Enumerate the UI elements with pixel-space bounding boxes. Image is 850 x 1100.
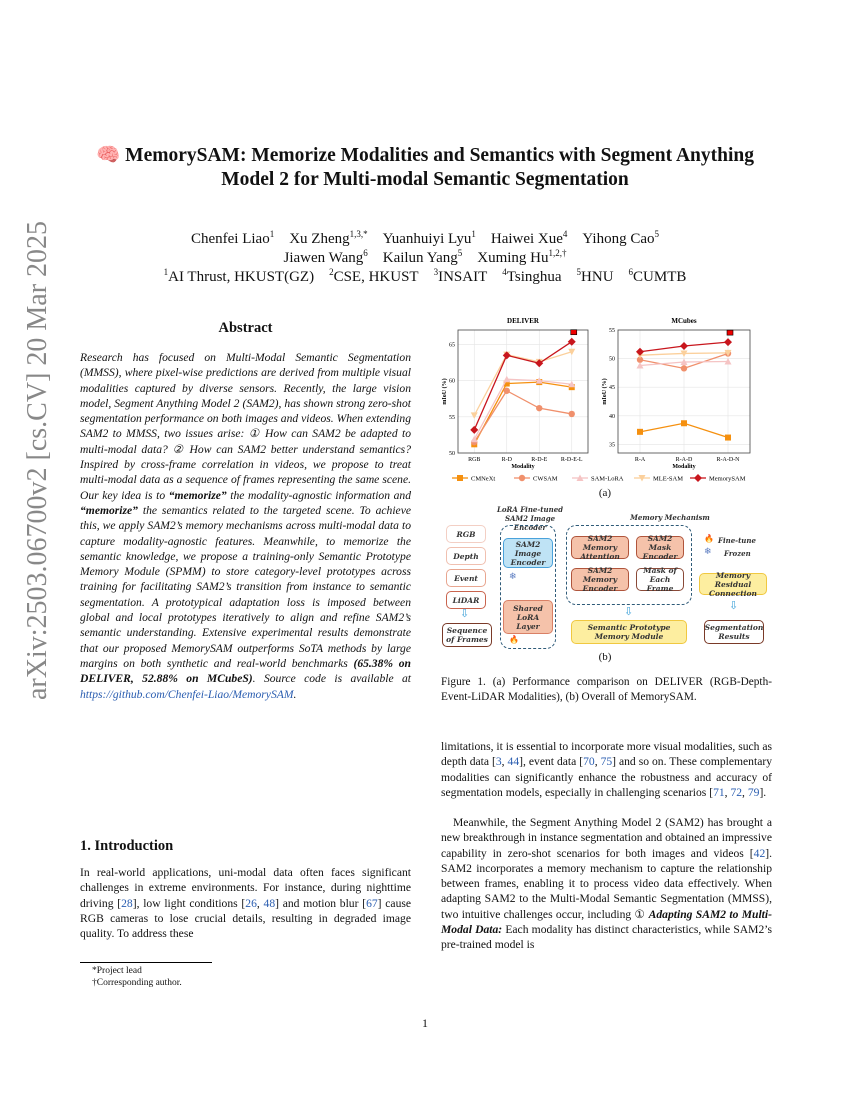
citation-link[interactable]: 67	[366, 896, 378, 910]
intro-heading: 1. Introduction	[80, 838, 174, 854]
citation-link[interactable]: 28	[121, 896, 133, 910]
snowflake-icon: ❄	[509, 571, 517, 581]
arrow-down-icon: ⇩	[460, 608, 470, 620]
right-paragraph-1: limitations, it is essential to incorporate more visual modalities, such as depth data [3, 44], event data [70, 75] and so on. These complementary modalities can significantly enhance the robustness and accuracy of segmentation models, especially in challenging scenarios [71, 72, 79].	[441, 740, 773, 799]
paper-title: 🧠 MemorySAM: Memorize Modalities and Semantics with Segment Anything Model 2 for Multi-modal Semantic Segmentation	[96, 145, 754, 190]
data-point-cmnext	[681, 420, 687, 426]
x-tick-label: R-D-E-L	[560, 457, 583, 463]
best-flag-icon	[727, 330, 733, 335]
input-event: Event	[446, 569, 486, 587]
data-point-mle-sam	[471, 412, 478, 419]
sam2-memory-encoder: SAM2 Memory Encoder	[571, 568, 629, 591]
affiliations	[60, 263, 790, 287]
sequence-of-frames: Sequence of Frames	[442, 623, 492, 647]
sam2-image-encoder: SAM2 Image Encoder	[503, 538, 553, 568]
x-tick-label: R-A-D	[675, 457, 693, 463]
brain-icon: 🧠	[96, 145, 121, 166]
legend-label: MLE-SAM	[653, 475, 683, 483]
author: Chenfei Liao$^1$	[190, 229, 275, 247]
data-point-cwsam	[681, 365, 687, 371]
legend-marker	[519, 475, 525, 481]
data-point-memorysam	[680, 342, 688, 350]
affiliation: $^5$HNU	[576, 267, 614, 285]
citation-link[interactable]: 79	[747, 785, 760, 799]
y-tick-label: 55	[609, 328, 615, 334]
sam2-mask-encoder: SAM2 Mask Encoder	[636, 536, 684, 559]
segmentation-results: Segmentation Results	[704, 620, 764, 644]
legend-label: MemorySAM	[709, 475, 746, 483]
abstract-text: Research has focused on Multi-Modal Semantic Segmentation (MMSS), where pixel-wise predictions are derived from multiple visual modalities captured by diverse sensors. Recently, the large vision model, Segment Anything Model 2 (SAM2), has shown strong zero-shot segmentation performance on both images and videos. When extending SAM2 to MMSS, two issues arise: ① How can SAM2 be adapted to multi-modal data? ② How can SAM2 better understand semantics? Inspired by cross-frame correlation in videos, we propose to treat multi-modal data as a sequence of frames representing the same scene. Our key idea is to “memorize” the modality-agnostic information and “memorize” the semantics related to the targeted scene. To achieve this, we apply SAM2’s memory mechanisms across multi-modal data to capture modality-agnostic features. Meanwhile, to memorize the semantic knowledge, we propose a training-only Semantic Prototype Memory Module (SPMM) to store category-level prototypes across training for facilitating SAM2’s transition from instance to semantic segmentation. A prototypical adaptation loss is imposed between global and local prototypes iteratively to align and refine SAM2’s semantic understanding. Extensive experimental results demonstrate that our proposed MemorySAM outperforms SoTA methods by large margins on both synthetic and real-world benchmarks (65.38% on DELIVER, 52.88% on MCubeS). Source code is available at https://github.com/Chenfei-Liao/MemorySAM.	[80, 351, 411, 701]
fire-icon: 🔥	[509, 635, 519, 644]
input-rgb: RGB	[446, 525, 486, 543]
footnote-1: *Project lead	[92, 966, 142, 976]
data-point-cwsam	[569, 411, 575, 417]
legend-frozen: Frozen	[724, 549, 751, 558]
series-line-mle-sam	[474, 352, 572, 416]
x-tick-label: R-A	[634, 457, 646, 463]
citation-link[interactable]: 75	[600, 755, 613, 769]
y-tick-label: 45	[609, 385, 615, 392]
intro-paragraph: In real-world applications, uni-modal data often faces significant challenges in extreme environments. For instance, during nighttime driving [28], low light conditions [26, 48] and motion blur [67] cause RGB cameras to lose crucial details, resulting in degraded image quality. To address these	[80, 866, 412, 941]
arrow-down-icon: ⇩	[729, 600, 739, 612]
sam2-memory-attention: SAM2 Memory Attention	[571, 536, 629, 559]
footnote-2: †Corresponding author.	[92, 978, 182, 988]
semantic-prototype-memory-module: Semantic Prototype Memory Module	[571, 620, 687, 644]
snowflake-icon: ❄	[704, 546, 712, 556]
x-axis-label: Modality	[672, 464, 696, 470]
code-link[interactable]: https://github.com/Chenfei-Liao/MemorySAM	[80, 687, 294, 701]
citation-link[interactable]: 44	[507, 755, 520, 769]
memory-residual-connection: Memory Residual Connection	[699, 573, 767, 595]
author: Jiawen Wang$^6$	[283, 248, 368, 266]
y-tick-label: 40	[609, 413, 615, 420]
author: Yuanhuiyi Lyu$^1$	[382, 229, 476, 247]
mask-of-each-frame: Mask of Each Frame	[636, 568, 684, 591]
figure-caption: Figure 1. (a) Performance comparison on DELIVER (RGB-Depth-Event-LiDAR Modalities), (b) Overall of MemorySAM.	[441, 676, 772, 703]
data-point-cmnext	[637, 429, 643, 435]
data-point-memorysam	[724, 338, 732, 346]
input-lidar: LiDAR	[446, 591, 486, 609]
right-paragraph-2: Meanwhile, the Segment Anything Model 2 (SAM2) has brought a new breakthrough in instance segmentation and obtained an impressive capability in zero-shot scenarios for both images and videos [42]. SAM2 incorporates a memory mechanism to capture the relationship between frames, enabling it to process video data effectively. When adapting SAM2 to the Multi-Modal Semantic Segmentation (MMSS), two intuitive challenges occur, including ① Adapting SAM2 to Multi-Modal Data: Each modality has distinct characteristics, while SAM2’s pre-trained model is	[441, 816, 772, 952]
affiliation: $^1$AI Thrust, HKUST(GZ)	[163, 267, 315, 285]
legend-marker	[694, 474, 702, 482]
chart-title: DELIVER	[507, 317, 539, 325]
performance-chart	[440, 310, 770, 485]
arxiv-id: arXiv:2503.06700v2 [cs.CV] 20 Mar 2025	[22, 220, 53, 700]
data-point-cwsam	[536, 405, 542, 411]
shared-lora-layer: Shared LoRA Layer	[503, 600, 553, 634]
fire-icon: 🔥	[704, 534, 714, 543]
legend-label: SAM-LoRA	[591, 475, 624, 483]
legend-label: CMNeXt	[471, 475, 496, 483]
citation-link[interactable]: 70	[583, 755, 595, 769]
y-tick-label: 65	[449, 342, 455, 349]
y-tick-label: 35	[609, 442, 615, 449]
abstract-heading: Abstract	[218, 320, 273, 336]
subfigure-b-label: (b)	[598, 651, 612, 663]
subfigure-a-label: (a)	[598, 487, 612, 499]
y-tick-label: 55	[449, 414, 455, 421]
affiliation: $^4$Tsinghua	[502, 267, 562, 285]
chart-title: MCubes	[671, 317, 697, 325]
author: Haiwei Xue$^4$	[490, 229, 568, 247]
legend-label: CWSAM	[533, 475, 558, 483]
citation-link[interactable]: 3	[495, 755, 502, 769]
x-tick-label: RGB	[468, 457, 481, 463]
x-axis-label: Modality	[511, 464, 535, 470]
lora-title: LoRA Fine-tuned SAM2 Image Encoder	[496, 505, 564, 532]
y-axis-label: mIoU (%)	[602, 378, 608, 405]
y-tick-label: 50	[609, 356, 615, 363]
affiliation: $^3$INSAIT	[433, 267, 488, 285]
x-tick-label: R-D	[501, 457, 512, 463]
affiliation: $^6$CUMTB	[628, 267, 687, 285]
footnote-divider	[80, 962, 212, 963]
data-point-memorysam	[470, 426, 478, 434]
memory-title: Memory Mechanism	[630, 513, 710, 522]
citation-link[interactable]: 26	[245, 896, 257, 910]
y-tick-label: 50	[449, 451, 455, 457]
x-tick-label: R-A-D-N	[716, 457, 740, 463]
arrow-down-icon: ⇩	[624, 606, 634, 618]
data-point-cwsam	[504, 388, 510, 394]
author: Kailun Yang$^5$	[382, 248, 463, 266]
input-depth: Depth	[446, 547, 486, 565]
legend-finetune: Fine-tune	[718, 536, 756, 545]
author: Yihong Cao$^5$	[582, 229, 660, 247]
citation-link[interactable]: 72	[730, 785, 743, 799]
page-number: 1	[422, 1016, 428, 1030]
affiliation: $^2$CSE, HKUST	[329, 267, 419, 285]
data-point-cmnext	[725, 435, 731, 441]
y-tick-label: 60	[449, 378, 455, 385]
legend-marker	[457, 475, 463, 481]
citation-link[interactable]: 71	[713, 785, 725, 799]
x-tick-label: R-D-E	[531, 457, 548, 463]
author: Xuming $Hu^{1,2,\dagger}$	[477, 248, 567, 266]
citation-link[interactable]: 48	[263, 896, 276, 910]
citation-link[interactable]: 42	[753, 846, 766, 860]
best-flag-icon	[571, 330, 577, 335]
author: Xu Zheng$^{1,3,*}$	[289, 229, 368, 247]
architecture-diagram	[440, 505, 770, 650]
y-axis-label: mIoU (%)	[442, 378, 448, 405]
